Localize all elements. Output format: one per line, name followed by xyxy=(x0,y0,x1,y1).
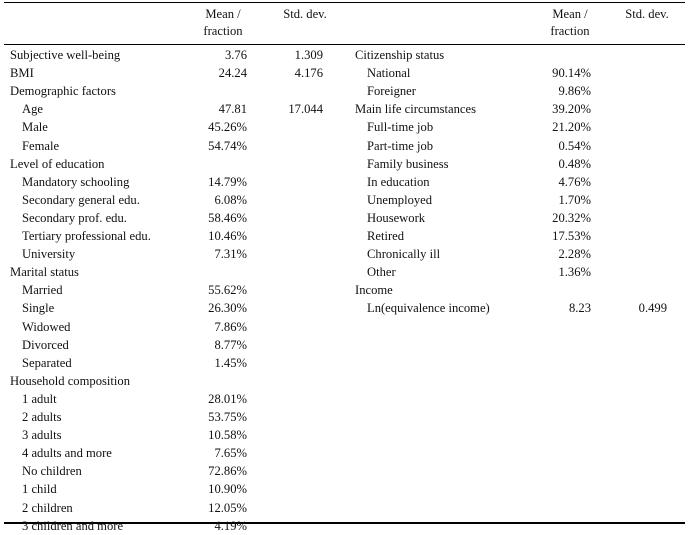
row-mean-value: 7.31% xyxy=(214,247,247,262)
row-label: 2 adults xyxy=(22,410,62,424)
row-mean-value: 1.70% xyxy=(558,192,591,207)
row-label: In education xyxy=(367,174,430,189)
right-mean-header-line1: Mean / xyxy=(552,7,588,21)
row-label: Part-time job xyxy=(367,138,434,153)
row-mean-value: 90.14% xyxy=(552,66,591,81)
table-row xyxy=(0,245,689,263)
row-mean-value: 55.62% xyxy=(208,283,247,298)
table-row xyxy=(0,82,689,100)
row-label: Main life circumstances xyxy=(355,102,476,117)
row-label: Separated xyxy=(22,355,72,370)
row-mean-value: 2.28% xyxy=(558,247,591,262)
row-mean-value: 8.77% xyxy=(214,337,247,352)
row-label: University xyxy=(22,247,76,262)
table-row xyxy=(0,318,689,336)
table-row xyxy=(0,426,689,444)
table-row xyxy=(0,281,689,299)
row-label: Ln(equivalence income) xyxy=(367,301,490,316)
row-label: 4 adults and more xyxy=(22,446,112,461)
row-sd-value: 0.499 xyxy=(638,301,667,316)
right-mean-header xyxy=(535,6,605,40)
table-row xyxy=(0,462,689,480)
table-row xyxy=(0,499,689,517)
row-label: 1 child xyxy=(22,482,57,497)
row-mean-value: 4.19% xyxy=(214,518,247,533)
row-label: Mandatory schooling xyxy=(22,174,130,189)
row-label: Foreigner xyxy=(367,84,416,99)
row-label: Family business xyxy=(367,156,449,171)
table-row xyxy=(0,118,689,136)
table-row xyxy=(0,64,689,82)
table-row xyxy=(0,46,689,64)
table-row xyxy=(0,137,689,155)
row-mean-value: 39.20% xyxy=(552,102,591,117)
row-mean-value: 24.24 xyxy=(218,66,247,81)
row-mean-value: 0.54% xyxy=(558,138,591,153)
row-label: Widowed xyxy=(22,319,71,334)
table-row xyxy=(0,390,689,408)
left-mean-header xyxy=(188,6,258,40)
row-label: Demographic factors xyxy=(10,84,116,99)
row-mean-value: 26.30% xyxy=(208,301,247,316)
table-row xyxy=(0,100,689,118)
row-mean-value: 10.58% xyxy=(208,428,247,443)
row-label: Tertiary professional edu. xyxy=(22,229,151,243)
right-sd-header xyxy=(612,6,682,23)
row-mean-value: 20.32% xyxy=(552,210,591,225)
row-label: National xyxy=(367,66,411,81)
row-label: Secondary general edu. xyxy=(22,192,140,207)
table-row xyxy=(0,354,689,372)
table-row xyxy=(0,173,689,191)
row-label: Unemployed xyxy=(367,192,433,207)
row-label: Other xyxy=(367,265,396,280)
left-mean-header-line2: fraction xyxy=(203,24,243,38)
row-label: Subjective well-being xyxy=(10,48,121,62)
row-sd-value: 4.176 xyxy=(294,66,323,81)
row-mean-value: 72.86% xyxy=(208,464,247,479)
table-row xyxy=(0,444,689,462)
row-label: 3 children and more xyxy=(22,518,124,533)
row-label: Household composition xyxy=(10,373,130,388)
row-label: BMI xyxy=(10,66,34,81)
row-mean-value: 1.45% xyxy=(214,355,247,370)
row-label: Chronically ill xyxy=(367,247,441,262)
row-label: Female xyxy=(22,138,60,153)
row-mean-value: 9.86% xyxy=(558,84,591,99)
row-label: Full-time job xyxy=(367,120,434,135)
row-label: Housework xyxy=(367,210,426,225)
row-label: 2 children xyxy=(22,500,73,515)
row-label: Marital status xyxy=(10,265,79,280)
table-row xyxy=(0,336,689,354)
table-row xyxy=(0,408,689,426)
row-sd-value: 17.044 xyxy=(288,102,323,117)
left-sd-header-text: Std. dev. xyxy=(283,7,327,21)
right-mean-header-line2: fraction xyxy=(550,24,590,38)
row-mean-value: 14.79% xyxy=(208,174,247,189)
table-row xyxy=(0,155,689,173)
row-mean-value: 47.81 xyxy=(218,102,247,117)
table-row xyxy=(0,263,689,281)
row-label: Level of education xyxy=(10,156,105,171)
row-mean-value: 53.75% xyxy=(208,410,247,424)
table-row xyxy=(0,480,689,498)
row-mean-value: 28.01% xyxy=(208,391,247,406)
table-row xyxy=(0,299,689,317)
row-label: Age xyxy=(22,102,43,117)
row-label: 3 adults xyxy=(22,428,62,443)
table-row xyxy=(0,209,689,227)
table-row xyxy=(0,372,689,390)
left-sd-header xyxy=(270,6,340,23)
row-mean-value: 4.76% xyxy=(558,174,591,189)
top-rule xyxy=(4,2,685,3)
table-row xyxy=(0,227,689,245)
row-mean-value: 45.26% xyxy=(208,120,247,135)
row-label: Single xyxy=(22,301,55,316)
row-mean-value: 3.76 xyxy=(224,48,247,62)
row-mean-value: 54.74% xyxy=(208,138,247,153)
row-label: Retired xyxy=(367,229,405,243)
row-mean-value: 12.05% xyxy=(208,500,247,515)
row-label: Income xyxy=(355,283,393,298)
row-label: Secondary prof. edu. xyxy=(22,210,127,225)
table-row xyxy=(0,517,689,535)
row-mean-value: 7.86% xyxy=(214,319,247,334)
row-label: Married xyxy=(22,283,63,298)
row-sd-value: 1.309 xyxy=(294,48,323,62)
row-mean-value: 17.53% xyxy=(552,229,591,243)
row-mean-value: 58.46% xyxy=(208,210,247,225)
row-mean-value: 6.08% xyxy=(214,192,247,207)
header-rule xyxy=(4,44,685,45)
row-mean-value: 21.20% xyxy=(552,120,591,135)
row-mean-value: 1.36% xyxy=(558,265,591,280)
row-label: No children xyxy=(22,464,82,479)
row-label: Male xyxy=(22,120,48,135)
row-mean-value: 0.48% xyxy=(558,156,591,171)
row-mean-value: 8.23 xyxy=(568,301,591,316)
row-mean-value: 7.65% xyxy=(214,446,247,461)
row-label: Citizenship status xyxy=(355,48,445,62)
row-label: Divorced xyxy=(22,337,69,352)
table-row xyxy=(0,191,689,209)
right-sd-header-text: Std. dev. xyxy=(625,7,669,21)
row-label: 1 adult xyxy=(22,391,57,406)
left-mean-header-line1: Mean / xyxy=(205,7,241,21)
row-mean-value: 10.46% xyxy=(208,229,247,243)
row-mean-value: 10.90% xyxy=(208,482,247,497)
